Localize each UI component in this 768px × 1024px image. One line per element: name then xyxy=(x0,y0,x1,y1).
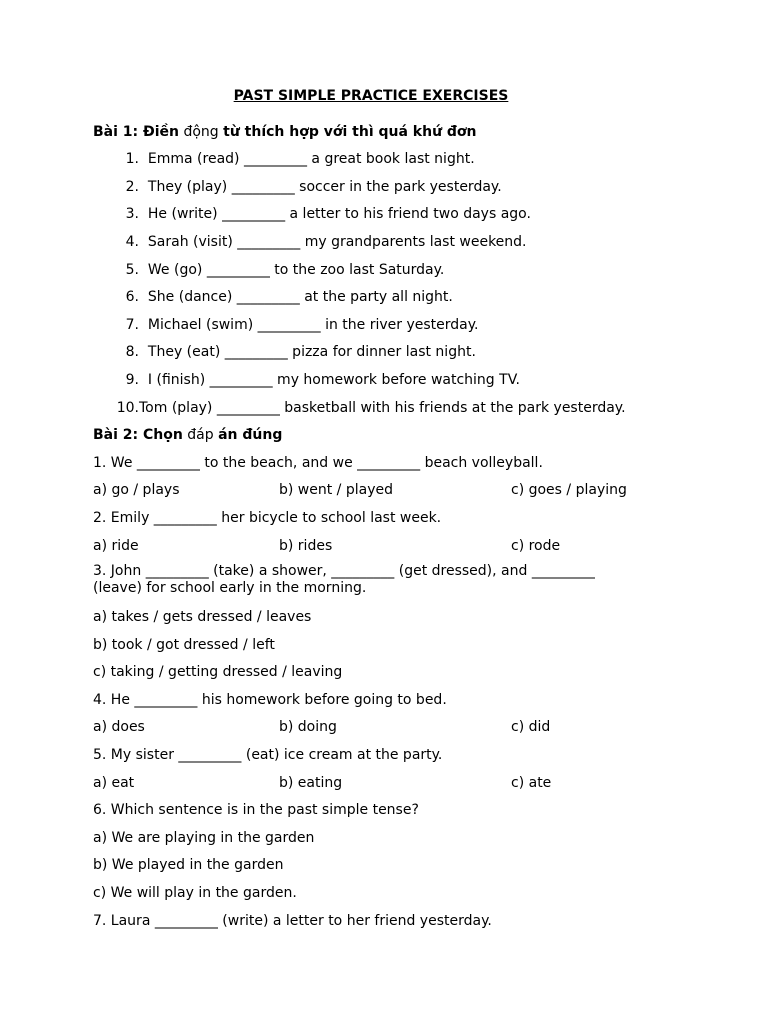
question-3-option-b: b) took / got dressed / left xyxy=(93,636,275,653)
question-3: 3. John _________ (take) a shower, _________ (get dressed), and _________ (leave) for school early in the morning. xyxy=(93,563,595,597)
question-5-options xyxy=(93,773,653,801)
question-3-option-c: c) taking / getting dressed / leaving xyxy=(93,664,343,681)
item-number: 9. xyxy=(125,371,139,388)
list-item xyxy=(93,287,653,315)
option-a: a) does xyxy=(93,719,145,736)
question-1-options xyxy=(93,480,653,508)
page-title: PAST SIMPLE PRACTICE EXERCISES xyxy=(233,88,509,104)
heading-bold-part: Bài 1: Điền xyxy=(93,123,179,140)
exercise-2-heading xyxy=(93,425,653,453)
list-item xyxy=(93,342,653,370)
item-text: Tom (play) _________ basketball with his friends at the park yesterday. xyxy=(139,399,626,416)
list-item xyxy=(93,398,653,426)
list-item xyxy=(93,370,653,398)
question-2: 2. Emily _________ her bicycle to school last week. xyxy=(93,509,442,526)
item-text: They (play) _________ soccer in the park yesterday. xyxy=(147,178,502,195)
question-2-options xyxy=(93,536,653,564)
question-4-options xyxy=(93,717,653,745)
item-text: Sarah (visit) _________ my grandparents last weekend. xyxy=(147,233,527,250)
option-b: b) rides xyxy=(279,537,333,554)
worksheet-page xyxy=(93,86,653,938)
item-text: She (dance) _________ at the party all night. xyxy=(147,289,453,306)
option-c: c) goes / playing xyxy=(511,482,627,499)
list-item xyxy=(93,260,653,288)
question-6-option-b: b) We played in the garden xyxy=(93,857,284,874)
option-b: b) eating xyxy=(279,774,343,791)
option-c: c) ate xyxy=(511,774,552,791)
question-6: 6. Which sentence is in the past simple tense? xyxy=(93,802,419,819)
item-number: 3. xyxy=(125,206,139,223)
option-a: a) eat xyxy=(93,774,135,791)
option-b: b) doing xyxy=(279,719,337,736)
question-6-option-a: a) We are playing in the garden xyxy=(93,829,315,846)
item-number: 5. xyxy=(125,261,139,278)
list-item xyxy=(93,177,653,205)
option-b: b) went / played xyxy=(279,482,393,499)
list-item xyxy=(93,204,653,232)
item-text: Emma (read) _________ a great book last night. xyxy=(147,151,475,168)
question-5: 5. My sister _________ (eat) ice cream at the party. xyxy=(93,747,443,764)
item-number: 7. xyxy=(125,316,139,333)
list-item xyxy=(93,232,653,260)
item-number: 1. xyxy=(125,151,139,168)
exercise-1-heading xyxy=(93,122,653,150)
question-1: 1. We _________ to the beach, and we _________ beach volleyball. xyxy=(93,454,543,471)
question-6-option-c: c) We will play in the garden. xyxy=(93,885,297,902)
item-number: 8. xyxy=(125,344,139,361)
option-a: a) ride xyxy=(93,537,139,554)
item-text: They (eat) _________ pizza for dinner last night. xyxy=(147,344,476,361)
item-number: 10. xyxy=(116,399,139,416)
list-item xyxy=(93,315,653,343)
heading-bold-part-2: án đúng xyxy=(218,427,283,444)
question-4: 4. He _________ his homework before going to bed. xyxy=(93,691,447,708)
item-text: Michael (swim) _________ in the river yesterday. xyxy=(147,316,479,333)
heading-regular-part: động xyxy=(179,123,224,140)
item-text: He (write) _________ a letter to his friend two days ago. xyxy=(147,206,531,223)
item-number: 2. xyxy=(125,178,139,195)
question-7: 7. Laura _________ (write) a letter to her friend yesterday. xyxy=(93,912,492,929)
item-number: 6. xyxy=(125,289,139,306)
heading-bold-part-2: từ thích hợp với thì quá khứ đơn xyxy=(223,123,477,140)
item-text: We (go) _________ to the zoo last Saturday. xyxy=(147,261,445,278)
option-c: c) rode xyxy=(511,537,561,554)
list-item xyxy=(93,149,653,177)
item-number: 4. xyxy=(125,233,139,250)
question-3-option-a: a) takes / gets dressed / leaves xyxy=(93,609,312,626)
option-c: c) did xyxy=(511,719,551,736)
heading-bold-part: Bài 2: Chọn xyxy=(93,427,183,444)
item-text: I (finish) _________ my homework before watching TV. xyxy=(147,371,520,388)
heading-regular-part: đáp xyxy=(182,427,219,444)
option-a: a) go / plays xyxy=(93,482,180,499)
